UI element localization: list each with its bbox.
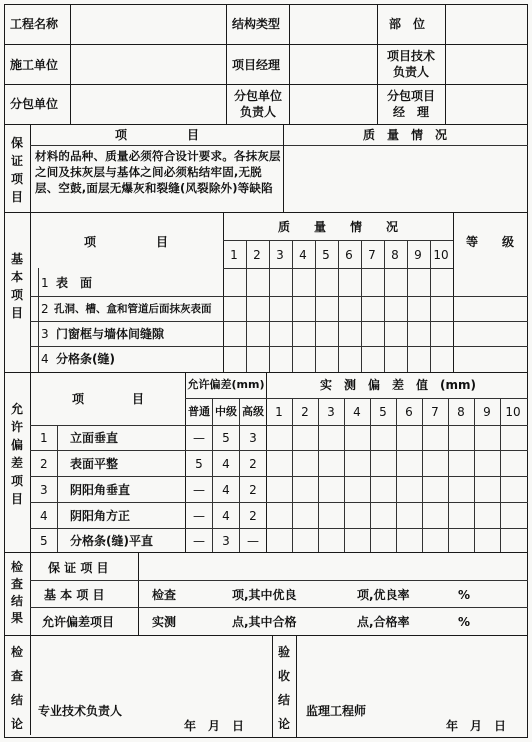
- basic-col-2: 2: [253, 248, 261, 262]
- tolerance-col-10: 10: [505, 405, 521, 419]
- basic-row-1-no: 1: [41, 276, 49, 290]
- results-tolerance-measure: 实测: [152, 615, 177, 629]
- inspect-conclusion-label: 检查结论: [10, 645, 23, 731]
- basic-row-2-no: 2: [41, 302, 49, 316]
- tolerance-row-5-no: 5: [40, 534, 48, 548]
- tolerance-col-3: 3: [327, 405, 335, 419]
- guarantee-side-label: 保证项目: [10, 136, 23, 204]
- tolerance-col-5: 5: [379, 405, 387, 419]
- tolerance-col-7: 7: [431, 405, 439, 419]
- tolerance-side-label: 允许偏差项目: [10, 402, 23, 506]
- basic-row-4-no: 4: [41, 352, 49, 366]
- basic-row-2-name: 孔洞、槽、盒和管道后面抹灰表面: [54, 303, 212, 315]
- guarantee-text: 材料的品种、质量必须符合设计要求。各抹灰层之间及抹灰层与基体之间必须粘结牢固,无脱层、空鼓,面层无爆灰和裂缝(风裂除外)等缺陷: [35, 149, 281, 195]
- results-guarantee-value[interactable]: [140, 554, 525, 578]
- tolerance-row-5-medium: 3: [222, 534, 230, 548]
- department-label: 部 位: [389, 17, 426, 31]
- tolerance-col-8: 8: [457, 405, 465, 419]
- results-guarantee-label: 保 证 项 目: [48, 561, 109, 575]
- tolerance-row-1-high: 3: [249, 431, 257, 445]
- subcontract-manager-label-1: 分包项目: [386, 89, 436, 103]
- supervisor-label: 监理工程师: [306, 704, 367, 718]
- tolerance-col-4: 4: [353, 405, 361, 419]
- project-name-value[interactable]: [72, 6, 224, 42]
- technical-lead-label-1: 项目技术: [386, 49, 436, 63]
- tolerance-row-3-name: 阴阳角垂直: [70, 483, 131, 497]
- tolerance-row-5-normal: —: [193, 534, 205, 548]
- tolerance-row-1-normal: —: [193, 431, 205, 445]
- tolerance-row-2-no: 2: [40, 457, 48, 471]
- basic-col-1: 1: [230, 248, 238, 262]
- basic-side-label: 基本项目: [10, 252, 23, 320]
- tolerance-row-4-normal: —: [193, 509, 205, 523]
- tolerance-row-3-medium: 4: [222, 483, 230, 497]
- technical-lead-label-2: 负责人: [392, 65, 430, 79]
- tolerance-row-1-name: 立面垂直: [70, 431, 119, 445]
- subcontract-manager-label-2: 经 理: [392, 105, 430, 119]
- subcontract-unit-value[interactable]: [72, 86, 224, 122]
- guarantee-item-header: 项 目: [114, 128, 200, 142]
- results-basic-excellent: 项,其中优良: [232, 588, 297, 602]
- results-basic-check: 检查: [152, 588, 177, 602]
- date-left-label: 年 月 日: [184, 719, 245, 733]
- tolerance-row-2-high: 2: [249, 457, 257, 471]
- tolerance-sub-medium: 中级: [215, 405, 237, 418]
- results-basic-rate: 项,优良率: [357, 588, 410, 602]
- basic-col-7: 7: [368, 248, 376, 262]
- project-manager-value[interactable]: [291, 46, 375, 82]
- guarantee-quality-value[interactable]: [285, 147, 525, 210]
- tolerance-row-4-no: 4: [40, 509, 48, 523]
- tolerance-row-2-medium: 4: [222, 457, 230, 471]
- basic-col-8: 8: [391, 248, 399, 262]
- tolerance-sub-normal: 普通: [188, 405, 210, 418]
- subcontract-lead-value[interactable]: [291, 86, 375, 122]
- department-value[interactable]: [447, 6, 525, 42]
- basic-item-header: 项 目: [83, 235, 169, 249]
- basic-col-9: 9: [414, 248, 422, 262]
- tolerance-row-3-no: 3: [40, 483, 48, 497]
- basic-col-6: 6: [345, 248, 353, 262]
- basic-grade-header: 等 级: [465, 235, 515, 249]
- structure-type-label: 结构类型: [232, 17, 281, 31]
- basic-row-3-no: 3: [41, 327, 49, 341]
- basic-row-3-name: 门窗框与墙体间缝隙: [56, 327, 165, 341]
- tolerance-row-1-no: 1: [40, 431, 48, 445]
- basic-col-3: 3: [276, 248, 284, 262]
- tolerance-row-3-high: 2: [249, 483, 257, 497]
- basic-col-5: 5: [322, 248, 330, 262]
- tolerance-row-2-normal: 5: [195, 457, 203, 471]
- results-basic-label: 基 本 项 目: [44, 588, 105, 602]
- basic-row-1-name: 表 面: [56, 276, 93, 290]
- structure-type-value[interactable]: [291, 6, 375, 42]
- tolerance-col-6: 6: [405, 405, 413, 419]
- results-side-label: 检查结果: [10, 560, 23, 625]
- results-tolerance-percent: %: [458, 615, 471, 629]
- results-basic-percent: %: [458, 588, 471, 602]
- basic-col-4: 4: [299, 248, 307, 262]
- tolerance-allow-header: 允许偏差(mm): [187, 378, 265, 391]
- tolerance-col-2: 2: [301, 405, 309, 419]
- tolerance-item-header: 项 目: [71, 392, 145, 406]
- tolerance-row-4-medium: 4: [222, 509, 230, 523]
- basic-quality-header: 质 量 情 况: [277, 220, 399, 234]
- accept-conclusion-value[interactable]: [298, 637, 525, 697]
- project-name-label: 工程名称: [10, 17, 59, 31]
- date-right-label: 年 月 日: [446, 719, 507, 733]
- results-tolerance-label: 允许偏差项目: [42, 615, 115, 629]
- tech-lead-label: 专业技术负责人: [38, 704, 123, 718]
- tolerance-row-5-high: —: [247, 534, 259, 548]
- tolerance-row-1-medium: 5: [222, 431, 230, 445]
- tolerance-sub-high: 高级: [242, 405, 264, 418]
- technical-lead-value[interactable]: [447, 46, 525, 82]
- tolerance-col-1: 1: [275, 405, 283, 419]
- project-manager-label: 项目经理: [232, 58, 281, 72]
- tolerance-measured-header: 实 测 偏 差 值 (mm): [320, 378, 476, 392]
- subcontract-manager-value[interactable]: [447, 86, 525, 122]
- basic-col-10: 10: [433, 248, 449, 262]
- tolerance-row-5-name: 分格条(缝)平直: [70, 534, 153, 548]
- tolerance-row-4-high: 2: [249, 509, 257, 523]
- basic-row-4-name: 分格条(缝): [56, 352, 115, 366]
- tolerance-row-4-name: 阴阳角方正: [70, 509, 131, 523]
- results-tolerance-rate: 点,合格率: [357, 615, 410, 629]
- inspect-conclusion-value[interactable]: [32, 637, 270, 697]
- subcontract-lead-label-2: 负责人: [239, 105, 277, 119]
- tolerance-row-2-name: 表面平整: [70, 457, 119, 471]
- tolerance-col-9: 9: [483, 405, 491, 419]
- guarantee-quality-header: 质 量 情 况: [362, 128, 448, 142]
- results-tolerance-qualified: 点,其中合格: [232, 615, 297, 629]
- subcontract-unit-label: 分包单位: [10, 97, 59, 111]
- tolerance-row-3-normal: —: [193, 483, 205, 497]
- subcontract-lead-label-1: 分包单位: [233, 89, 283, 103]
- construction-unit-value[interactable]: [72, 46, 224, 82]
- accept-conclusion-label: 验收结论: [277, 645, 290, 731]
- construction-unit-label: 施工单位: [10, 58, 59, 72]
